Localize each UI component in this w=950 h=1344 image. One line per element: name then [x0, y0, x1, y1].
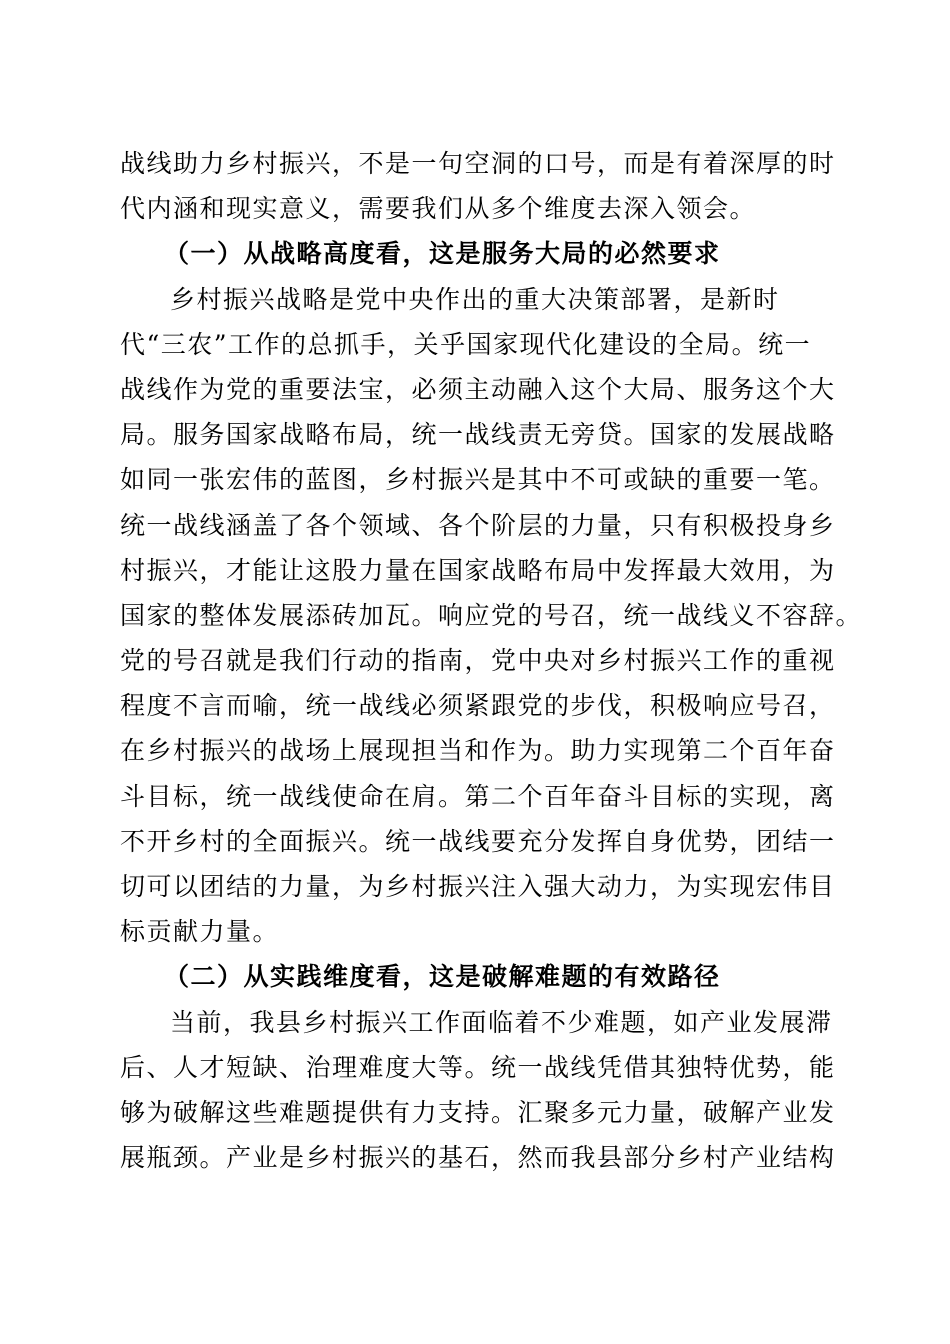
- body-line: 战线助力乡村振兴，不是一句空洞的口号，而是有着深厚的时: [120, 149, 836, 178]
- body-line: 展瓶颈。产业是乡村振兴的基石，然而我县部分乡村产业结构: [120, 1143, 836, 1173]
- body-line: 代“三农”工作的总抓手，关乎国家现代化建设的全局。统一: [120, 329, 812, 359]
- section-heading-1: （一）从战略高度看，这是服务大局的必然要求: [164, 239, 721, 269]
- section-heading-2: （二）从实践维度看，这是破解难题的有效路径: [164, 962, 721, 992]
- body-line: 国家的整体发展添砖加瓦。响应党的号召，统一战线义不容辞。: [120, 600, 863, 630]
- body-line: 村振兴，才能让这股力量在国家战略布局中发挥最大效用，为: [120, 555, 836, 585]
- body-line: 如同一张宏伟的蓝图，乡村振兴是其中不可或缺的重要一笔。: [120, 465, 836, 495]
- paragraph-start: 当前，我县乡村振兴工作面临着不少难题，如产业发展滞: [170, 1007, 833, 1037]
- body-line: 党的号召就是我们行动的指南，党中央对乡村振兴工作的重视: [120, 646, 836, 676]
- document-body: [120, 141, 863, 1180]
- body-line: 够为破解这些难题提供有力支持。汇聚多元力量，破解产业发: [120, 1097, 836, 1127]
- body-line: 后、人才短缺、治理难度大等。统一战线凭借其独特优势，能: [120, 1052, 836, 1082]
- body-line: 切可以团结的力量，为乡村振兴注入强大动力，为实现宏伟目: [120, 872, 836, 901]
- body-line: 斗目标，统一战线使命在肩。第二个百年奋斗目标的实现，离: [120, 781, 836, 811]
- body-line: 局。服务国家战略布局，统一战线责无旁贷。国家的发展战略: [120, 420, 836, 450]
- body-line: 代内涵和现实意义，需要我们从多个维度去深入领会。: [120, 194, 757, 224]
- body-line: 标贡献力量。: [120, 917, 280, 947]
- body-line: 程度不言而喻，统一战线必须紧跟党的步伐，积极响应号召，: [120, 691, 836, 721]
- body-line: 不开乡村的全面振兴。统一战线要充分发挥自身优势，团结一: [120, 826, 836, 856]
- paragraph-start: 乡村振兴战略是党中央作出的重大决策部署，是新时: [170, 284, 780, 314]
- body-line: 统一战线涵盖了各个领域、各个阶层的力量，只有积极投身乡: [120, 510, 836, 540]
- body-line: 战线作为党的重要法宝，必须主动融入这个大局、服务这个大: [120, 374, 836, 404]
- body-line: 在乡村振兴的战场上展现担当和作为。助力实现第二个百年奋: [120, 736, 836, 766]
